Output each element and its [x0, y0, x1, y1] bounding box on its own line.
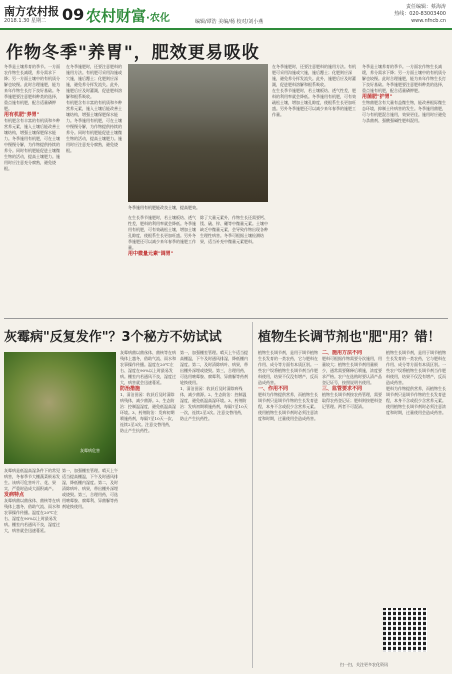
article3-text-2b: 肥料为作物提供营养，而植物生长调节剂只是调节作物的生长发育进程，本身不含或很少含营养元素。使用植物生长调节剂时必须注意浓度和时期，过量使用会造成药害。: [386, 386, 446, 415]
article2-text-4b: 1、清洁田园：收获后及时清除病残体，减少菌源。2、生态防治：控制温湿度，避免低温高湿环境。3、药剂防治：发病初期喷施药剂，每隔7至10天一次，连续2至3次。注意交替用药，防止产生抗药性。: [180, 386, 248, 421]
masthead: 南方农村报: [4, 5, 59, 18]
article1-subhead-3: 用菌肥"护胃": [362, 94, 393, 100]
article1-text-2: 有机肥含有丰富的有机质和多种营养元素，施入土壤后能改善土壤结构，增强土壤保肥保水能力。冬季施用有机肥，可在土壤中慢慢分解，为作物提供持续的养分。同时有机肥能促进土壤微生物的活动，提高土壤肥力。施用时应注意充分腐熟，避免烧根。: [4, 118, 60, 171]
article2-column-2: [62, 468, 118, 664]
article1-headline: 作物冬季"养胃"，肥效更易吸收: [6, 43, 260, 63]
article2-subhead-2: 防治措施: [120, 386, 141, 392]
article3-subhead-3: 三、监管要求不同: [322, 386, 363, 392]
header-hotline: 热线：020-83003400: [394, 11, 446, 17]
page-number: 09: [62, 5, 85, 24]
article1-photo: [128, 64, 268, 202]
divider-horizontal: [4, 318, 448, 319]
article2-photo-caption: 灰霉病危害: [80, 448, 100, 453]
editor-line: 编辑/谭浩 美编/杨 校对/刘小燕: [195, 19, 264, 25]
article2-column-1: [4, 468, 60, 664]
article1-text-2b: 有机肥含有丰富的有机质和多种营养元素，施入土壤后能改善土壤结构，增强土壤保肥保水能力。冬季施用有机肥，可在土壤中慢慢分解，为作物提供持续的养分。同时有机肥能促进土壤微生物的活动，提高土壤肥力。施用时应注意充分腐熟，避免烧根。: [66, 100, 122, 153]
article2-column-3: [120, 350, 176, 664]
article3-text-2: 肥料为作物提供营养，而植物生长调节剂只是调节作物的生长发育进程，本身不含或很少含营养元素。使用植物生长调节剂时必须注意浓度和时期，过量使用会造成药害。: [258, 392, 318, 421]
footer-note: 扫一扫，关注更多农化资讯: [340, 662, 388, 667]
article1-text-5b: 在冬季施肥时，还要注意肥料的施用方法。有机肥可采用沟施或穴施，施后覆土；化肥则应深施，避免养分挥发流失。此外，施肥后应及时灌溉，促进肥料溶解和根系吸收。: [272, 64, 356, 87]
article2-column-4: [180, 350, 248, 664]
section-title: [86, 5, 170, 26]
qr-code-pattern: [383, 608, 427, 652]
header-website: www.nfncb.cn: [411, 18, 446, 24]
article2-text-3b: 第一，加强棚室管理。晴天上午适当提高棚温，下午及时通风排湿，降低棚内湿度。第二，及时清除病叶、病果，带出棚外深埋或烧毁。第三，合理用药，可选用嘧霉胺、腐霉利、异菌脲等药剂轮换使用。: [180, 350, 248, 385]
article2-text-2: 灰霉病菌以菌丝体、菌核等在病残体上越冬，借助气流、雨水和农事操作传播。温度在20℃左右、湿度在90%以上时最易发病。棚室内若通风不良，湿度过大，病害就会迅速蔓延。: [4, 498, 60, 533]
article1-column-4: [200, 215, 268, 315]
article2-text-4: 1、清洁田园：收获后及时清除病残体，减少菌源。2、生态防治：控制温湿度，避免低温高湿环境。3、药剂防治：发病初期喷施药剂，每隔7至10天一次，连续2至3次。注意交替用药，防止产生抗药性。: [120, 392, 176, 433]
article2-text-2b: 灰霉病菌以菌丝体、菌核等在病残体上越冬，借助气流、雨水和农事操作传播。温度在20℃左右、湿度在90%以上时最易发病。棚室内若通风不良，湿度过大，病害就会迅速蔓延。: [120, 350, 176, 385]
article2-text-3: 第一，加强棚室管理。晴天上午适当提高棚温，下午及时通风排湿，降低棚内湿度。第二，及时清除病叶、病果，带出棚外深埋或烧毁。第三，合理用药，可选用嘧霉胺、腐霉利、异菌脲等药剂轮换使用。: [62, 468, 118, 509]
article1-column-6: [362, 64, 448, 314]
article3-text-4: 植物生长调节剂按农药管理，需要取得农药登记证；肥料则按肥料登记管理。两者不可混淆。: [322, 392, 382, 409]
article1-subhead-1: 用有机肥"养胃": [4, 112, 40, 118]
page-header: [0, 0, 452, 30]
article3-text-1: 植物生长调节剂，是用于调节植物生长发育的一类农药，它与肥料在作用、成分等方面有本质区别。一些农户误将植物生长调节剂当作肥料使用，结果不仅没有增产，反而造成药害。: [258, 350, 318, 385]
article3-text-1b: 植物生长调节剂，是用于调节植物生长发育的一类农药，它与肥料在作用、成分等方面有本质区别。一些农户误将植物生长调节剂当作肥料使用，结果不仅没有增产，反而造成药害。: [386, 350, 446, 385]
article1-subhead-2: 用中微量元素"调胃": [128, 251, 174, 257]
article1-text-6: 生物菌肥含有大量有益微生物，能改善根际微生态环境，抑制土传病害的发生。冬季施用菌肥，可与有机肥混合施用，效果更佳。施用时应避免与杀菌剂、强酸强碱性肥料混用。: [362, 100, 446, 123]
article1-text-5: 在冬季施肥时，还要注意肥料的施用方法。有机肥可采用沟施或穴施，施后覆土；化肥则应深施，避免养分挥发流失。此外，施肥后应及时灌溉，促进肥料溶解和根系吸收。: [66, 64, 122, 99]
article1-column-5: [272, 64, 356, 314]
article2-subhead-1: 发病特点: [4, 492, 25, 498]
article1-text-4: 除了大量元素外，作物生长还需要钙、镁、硫、锌、硼等中微量元素。土壤中缺乏中微量元素，会导致作物出现各种生理性病害。冬季可根据土壤检测结果，适当补充中微量元素肥料。: [200, 215, 268, 244]
article2-text-1: 灰霉病是低温高湿条件下的常见病害，冬春季节大棚蔬菜极易发生。该病可危害叶片、花、果实，严重时造成大面积减产。: [4, 468, 60, 491]
article3-column-2: [322, 350, 382, 664]
header-editor: 责任编辑：蔡海涛: [405, 4, 446, 10]
section-main: 农村财富: [86, 7, 147, 25]
article1-column-3: [128, 215, 196, 315]
article3-headline: 植物生长调节剂也"肥"用？错！: [258, 330, 441, 345]
section-sub: ·农化: [146, 13, 170, 24]
article1-text-1: 冬季是土壤养育的季节。一方面农作物生长减缓，养分需求下降；另一方面土壤中的有机质分解也较慢。此时合理施肥，能为来年作物生长打下良好基础。冬季施肥要注意肥料种类的选择，重点施有机肥，配合适量磷钾肥。: [4, 64, 60, 111]
article1-column-2: [66, 64, 124, 314]
article3-column-1: [258, 350, 318, 664]
header-contact: [394, 4, 446, 25]
article1-column-1: [4, 64, 62, 314]
article3-column-3: [386, 350, 448, 604]
issue-date: 2018.1.30 星期二: [4, 18, 47, 24]
article3-subhead-1: 一、作用不同: [258, 386, 289, 392]
article1-text-3: 在生长季节施肥时，若土壤板结、透气性差，肥料的利用率就会降低。冬季施用有机肥，可有效疏松土壤，增加土壤孔隙度，使根系生长更加旺盛。另外冬季施肥还可以减少来年春季的施肥工作量。: [128, 215, 196, 250]
article3-text-3: 肥料可根据作物需要分次施用，用量较大；植物生长调节剂用量极少，通常需要稀释后喷施，浓度要求严格。农户在选购时要认清产品登记证号，按照说明书使用。: [322, 356, 382, 385]
article2-headline: 灰霉病"反复发作"？3个秘方不妨试试: [4, 330, 222, 345]
article1-text-3b: 在生长季节施肥时，若土壤板结、透气性差，肥料的利用率就会降低。冬季施用有机肥，可有效疏松土壤，增加土壤孔隙度，使根系生长更加旺盛。另外冬季施肥还可以减少来年春季的施肥工作量。: [272, 88, 356, 117]
divider-vertical: [252, 322, 253, 668]
article3-subhead-2: 二、施用方法不同: [322, 350, 363, 356]
article1-photo-caption: 冬季施用有机肥能改良土壤，提高肥效。: [128, 205, 200, 210]
article1-text-1b: 冬季是土壤养育的季节。一方面农作物生长减缓，养分需求下降；另一方面土壤中的有机质分解也较慢。此时合理施肥，能为来年作物生长打下良好基础。冬季施肥要注意肥料种类的选择，重点施有机肥，配合适量磷钾肥。: [362, 64, 446, 93]
